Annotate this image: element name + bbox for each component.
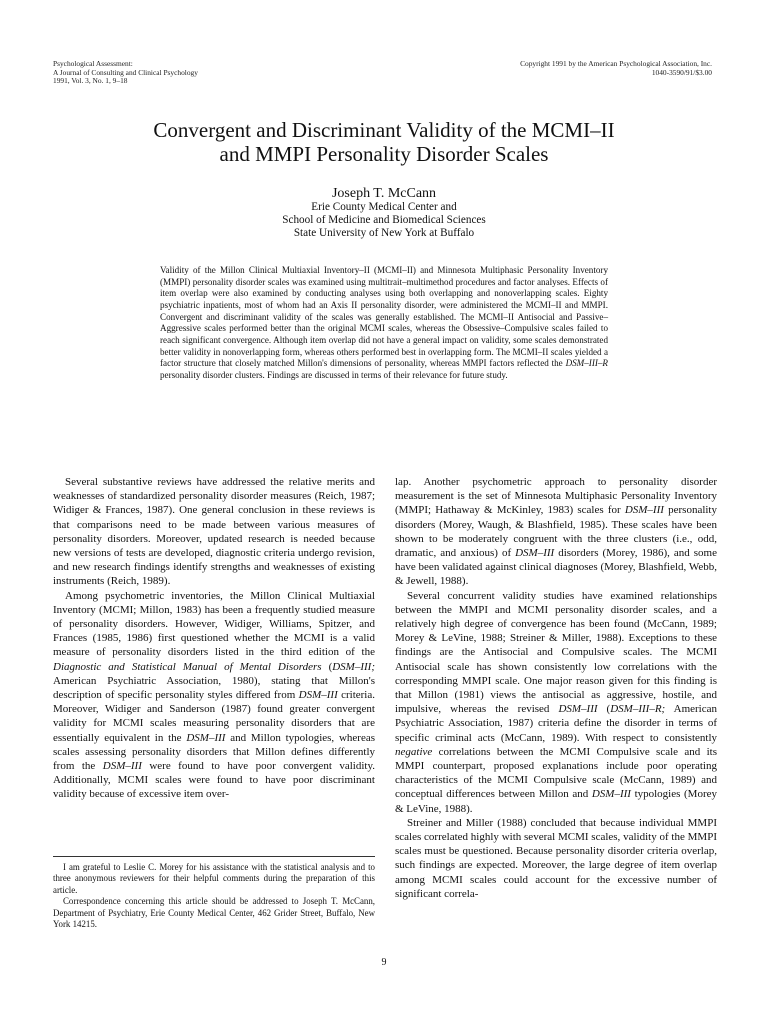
title-line-1: Convergent and Discriminant Validity of the MCMI–II <box>153 118 615 142</box>
text-run: lap. Another psychometric approach to personality disorder measurement is the set of Minnesota Multiphasic Personality Inventory (MMPI; Hathaway & McKinley, 1983) scales for <box>395 476 717 517</box>
affiliation-line-1: Erie County Medical Center and <box>311 201 457 213</box>
body-column-right <box>395 475 717 901</box>
journal-subtitle: A Journal of Consulting and Clinical Psychology <box>53 67 198 77</box>
footnote-divider <box>53 856 375 857</box>
affiliation-line-2: School of Medicine and Biomedical Sciences <box>282 214 486 226</box>
text-run: criteria. Moreover, Widiger and Sanderson (1987) found greater convergent validity for MCMI scales measuring personality disorders that are essentially equivalent in the <box>53 689 375 744</box>
paragraph <box>395 475 717 589</box>
journal-name: Psychological Assessment: <box>53 59 133 68</box>
abstract-italic-term: DSM–III–R <box>565 358 608 369</box>
text-run: ( <box>321 660 333 673</box>
italic-run: Diagnostic and Statistical Manual of Mental Disorders <box>53 660 322 673</box>
text-run: ( <box>597 703 611 716</box>
author-name: Joseph T. McCann <box>331 186 437 201</box>
text-run: disorders (Morey, 1986), and some have been validated against clinical diagnoses (Morey, Blashfield, Webb, & Jewell, 1988). <box>395 547 717 588</box>
italic-run: negative <box>395 745 433 758</box>
abstract-text: Validity of the Millon Clinical Multiaxial Inventory–II (MCMI–II) and Minnesota Multiphasic Personality Inventory (MMPI) personality disorder scales was examined using multitrait–multimethod procedures and factor analyses. Effects of item overlap were also examined by conducting analyses using both overlapping and nonoverlapping scales. Eighty psychiatric inpatients, most of whom had an Axis II personality disorder, were administered the MCMI–II and MMPI. Convergent and discriminant validity of the scales was generally established. The MCMI–II Antisocial and Passive–Aggressive scales performed better than the original MCMI scales, whereas the Obsessive–Compulsive scales failed to reach significant convergence. Although item overlap did not have a general impact on validity, some scales demonstrated better validity in nonoverlapping form, whereas others performed best in overlapping form. The MCMI–II scales yielded a factor structure that closely matched Millon's dimensions of personality, whereas MMPI factors reflected the <box>160 265 608 369</box>
abstract-text-end: personality disorder clusters. Findings are discussed in terms of their relevance for future study. <box>160 369 508 380</box>
italic-run: DSM–III <box>515 547 555 560</box>
text-run: Several concurrent validity studies have examined relationships between the MMPI and MCMI personality disorder scales, and a relatively high degree of convergence has been found (McCann, 1989; Morey & LeVine, 1988; Streiner & Miller, 1988). Exceptions to these findings are the Antisocial and Compulsive scales. The MCMI Antisocial scale has shown consistently low correlations with the corresponding MMPI scale. One major reason given for this finding is that Millon (1981) views the antisocial as aggressive, hostile, and impulsive, whereas the revised <box>395 589 717 716</box>
italic-run: DSM–III <box>102 760 142 773</box>
text-run: typologies (Morey & LeVine, 1988). <box>395 788 717 815</box>
text-run: American Psychiatric Association, 1980), stating that Millon's description of specific personality styles differed from <box>53 674 375 702</box>
journal-volume: 1991, Vol. 3, No. 1, 9–18 <box>53 76 128 86</box>
text-run: and Millon typologies, whereas scales assessing personality disorders that Millon defines differently from the <box>53 731 375 773</box>
text-run: American Psychiatric Association, 1987) criteria define the disorder in terms of specific criminal acts (McCann, 1989). With respect to consistently <box>395 703 717 744</box>
paragraph <box>395 589 717 816</box>
italic-run: DSM–III <box>186 731 226 744</box>
footnote-correspondence: Correspondence concerning this article should be addressed to Joseph T. McCann, Department of Psychiatry, Erie County Medical Center, 462 Grider Street, Buffalo, New York 14215. <box>53 896 375 930</box>
italic-run: DSM–III <box>298 689 338 702</box>
copyright-header <box>520 60 712 77</box>
journal-header <box>53 60 198 86</box>
abstract <box>160 265 608 382</box>
paragraph: Streiner and Miller (1988) concluded that because individual MMPI scales correlated highly with several MCMI scales, validity of the MMPI scales must be questioned. Because personality disorder criteria overlap, such findings are expected. Moreover, the large degree of item overlap among MCMI scales could account for the excessive number of significant correla- <box>395 816 717 900</box>
text-run: personality disorders (Morey, Waugh, & Blashfield, 1985). These scales have been shown to be moderately congruent with the three clusters (i.e., odd, dramatic, and anxious) of <box>395 504 717 560</box>
paragraph <box>53 589 375 802</box>
author-affiliation <box>0 201 768 240</box>
body-column-left <box>53 475 375 802</box>
text-run: were found to have poor convergent validity. Additionally, MCMI scales were found to have poor discriminant validity because of excessive item over- <box>53 760 375 801</box>
text-run: correlations between the MCMI Compulsive scale and its MMPI counterpart, proposed explanations include poor operating characteristics of the MCMI Compulsive scale (McCann, 1989) and conceptual differences between Millon and <box>395 745 717 801</box>
text-run: Among psychometric inventories, the Millon Clinical Multiaxial Inventory (MCMI; Millon, 1983) has been a frequently studied measure of personality disorders. However, Widiger, Williams, Spitzer, and Frances (1985, 1986) first questioned whether the MCMI is a valid measure of personality disorders listed in the third edition of the <box>53 589 375 659</box>
italic-run: DSM–III <box>591 788 631 801</box>
italic-run: DSM–III–R; <box>610 703 666 716</box>
footnotes <box>53 862 375 930</box>
paragraph: Several substantive reviews have addressed the relative merits and weaknesses of standardized personality disorder measures (Reich, 1987; Widiger & Frances, 1987). One general conclusion in these reviews is that comparisons need to be made between various measures of personality disorders. Moreover, updated research is needed because new versions of tests are developed, diagnostic criteria undergo revision, and new research findings identify strengths and weaknesses of existing instruments (Reich, 1989). <box>53 476 375 588</box>
article-title <box>0 118 768 166</box>
footnote-acknowledgment: I am grateful to Leslie C. Morey for his assistance with the statistical analysis and to three anonymous reviewers for their helpful comments during the preparation of this article. <box>53 862 375 895</box>
italic-run: DSM–III <box>624 504 664 517</box>
italic-run: DSM–III <box>558 703 598 716</box>
title-line-2: and MMPI Personality Disorder Scales <box>219 142 549 166</box>
italic-run: DSM–III; <box>332 660 375 673</box>
affiliation-line-3: State University of New York at Buffalo <box>293 227 475 239</box>
copyright-notice: Copyright 1991 by the American Psychological Association, Inc. <box>520 59 712 68</box>
issn-price: 1040-3590/91/$3.00 <box>651 67 712 77</box>
page-number: 9 <box>381 957 387 968</box>
